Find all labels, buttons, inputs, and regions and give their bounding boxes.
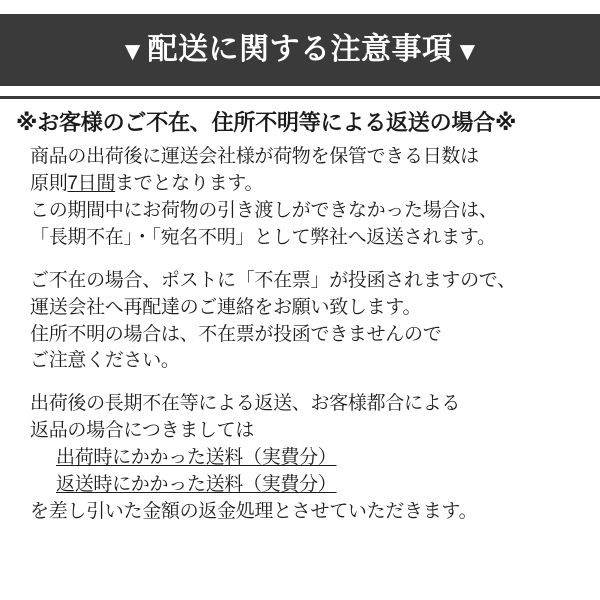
section1-line1: 商品の出荷後に運送会社様が荷物を保管できる日数は [30,145,479,167]
section3-line3: を差し引いた金額の返金処理とさせていただきます。 [30,501,478,523]
section3-fee-item-shipping: 出荷時にかかった送料（実費分） [56,447,337,469]
section2-line4: ご注意ください。 [30,350,180,372]
section3-fee-item-return: 返送時にかかった送料（実費分） [56,474,337,496]
header-banner [0,14,600,86]
section3-line1: 出荷後の長期不在等による返送、お客様都合による [30,393,461,415]
section2-line1: ご不在の場合、ポストに「不在票」が投函されますので、 [30,269,516,291]
section2-line3: 住所不明の場合は、不在票が投函できませんので [30,323,442,345]
section1-line3: この期間中にお荷物の引き渡しができなかった場合は、 [30,199,498,221]
section1-line2-prefix: 原則 [30,172,68,194]
header-divider [0,96,600,99]
section2-line2: 運送会社へ再配達のご連絡をお願い致します。 [30,296,422,318]
section1-line2 [16,171,584,198]
triangle-right-icon: ▼ [454,36,481,66]
spacer-1 [16,252,584,268]
section-absence-notice [16,268,584,376]
header-banner-inner [118,35,482,65]
section-refund-policy [16,391,584,526]
triangle-left-icon: ▼ [119,36,146,66]
section1-line2-suffix: までとなります。 [115,172,264,194]
spacer-2 [16,375,584,391]
section1-line4: 「長期不在」・「宛名不明」として弊社へ返送されます。 [30,226,496,248]
section-subheading: ※お客様のご不在、住所不明等による返送の場合※ [16,110,517,135]
storage-days-emphasis: 7日間 [67,172,116,194]
page-title: 配送に関する注意事項 [147,33,453,66]
section3-line2: 返品の場合につきましては [30,420,255,442]
section-return-policy [16,144,584,252]
notice-content [0,108,600,526]
